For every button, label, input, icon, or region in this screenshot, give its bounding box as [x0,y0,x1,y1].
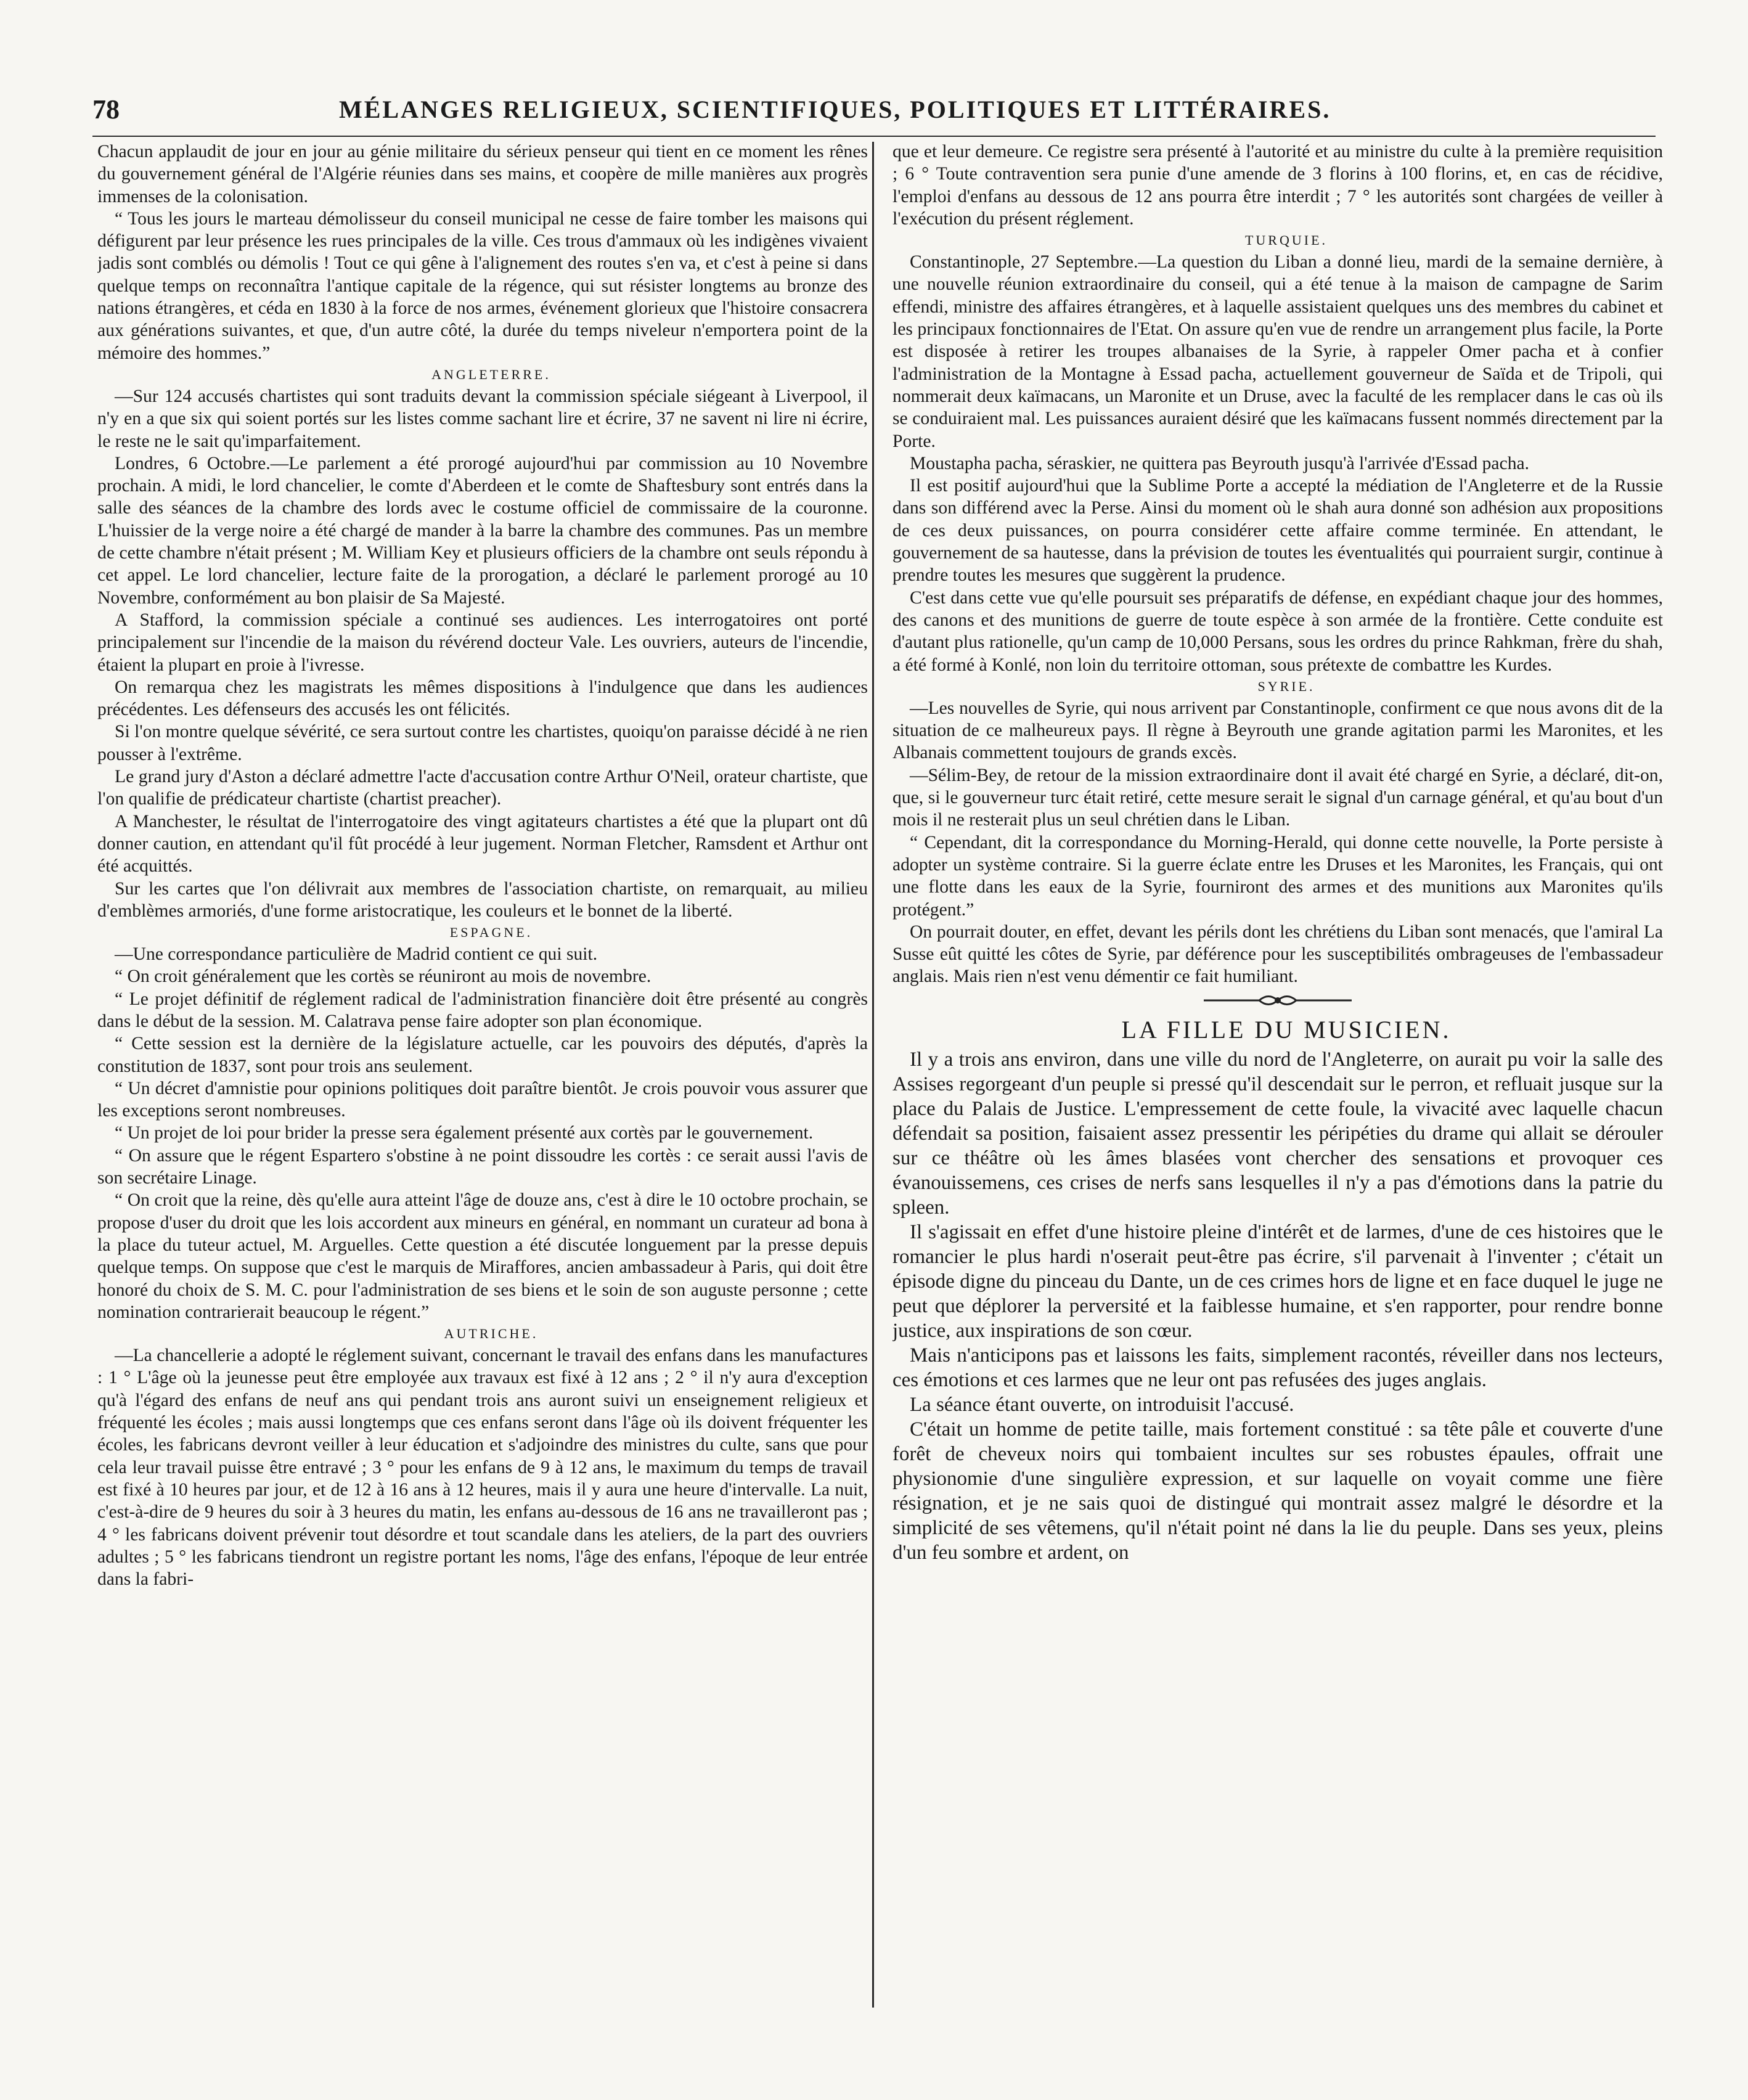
paragraph: “ Cependant, dit la correspondance du Morning-Herald, qui donne cette nouvelle, la Porte persiste à adopter un système contraire. Si la guerre éclate entre les Druses et les Maronites, les Français, qui ont une flotte dans les eaux de la Syrie, fourniront des armes et des munitions aux Maronites qu'ils protégent.” [892,832,1663,920]
paragraph: “ On croit que la reine, dès qu'elle aura atteint l'âge de douze ans, c'est à dire le 10 octobre prochain, se propose d'user du droit que les lois accordent aux mineurs en général, en nommant un curateur ad bona à la place du tuteur actuel, M. Arguelles. Cette question a été discutée longuement par la presse depuis quelque temps. On suppose que c'est le marquis de Miraffores, ancien ambassadeur à Paris, qui doit être honoré du choix de S. M. C. pour l'administration de ses biens et le soin de son auguste personne ; cette nomination contrarierait beaucoup le régent.” [97,1190,868,1322]
paragraph: A Stafford, la commission spéciale a continué ses audiences. Les interrogatoires ont porté principalement sur l'incendie de la maison du révérend docteur Vale. Les ouvriers, auteurs de l'incendie, étaient la plupart en proie à l'ivresse. [97,610,868,675]
paragraph: “ Tous les jours le marteau démolisseur du conseil municipal ne cesse de faire tomber les maisons qui défigurent par leur présence les rues principales de la ville. Ces trous d'ammaux où les indigènes vivaient jadis sont comblés ou démolis ! Tout ce qui gêne à l'alignement des routes s'en va, et c'est à peine si dans quelque temps on reconnaîtra l'antique capitale de la régence, qui sut résister longtems au bronze des nations étrangères, et céda en 1830 à la force de nos armes, événement glorieux que l'histoire consacrera aux générations suivantes, et que, d'un autre côté, la durée du temps niveleur n'emportera point de la mémoire des hommes.” [97,208,868,363]
paragraph: C'est dans cette vue qu'elle poursuit ses préparatifs de défense, en expédiant chaque jour des hommes, des canons et des munitions de guerre de toute espèce à son armée de la frontière. Cette conduite est d'autant plus rationelle, qu'un camp de 10,000 Persans, sous les ordres du prince Rahkman, frère du shah, a été formé à Konlé, non loin du territoire ottoman, sous prétexte de combattre les Kurdes. [892,587,1663,675]
paragraph: Si l'on montre quelque sévérité, ce sera surtout contre les chartistes, quoiqu'on paraisse décidé à ne rien pousser à l'extrême. [97,722,868,764]
column-divider [872,142,874,2008]
paragraph: “ On assure que le régent Espartero s'obstine à ne point dissoudre les cortès : ce serait aussi l'avis de son secrétaire Linage. [97,1145,868,1188]
paragraph: La séance étant ouverte, on introduisit l'accusé. [910,1393,1294,1416]
page-number: 78 [92,94,120,125]
paragraph: Constantinople, 27 Septembre.—La question du Liban a donné lieu, mardi de la semaine dernière, à une nouvelle réunion extraordinaire du conseil, qui a été tenue à la maison de campagne de Sarim effendi, ministre des affaires étrangères, et à laquelle assistaient quelques uns des membres du cabinet et les principaux fonctionnaires de l'Etat. On assure qu'en vue de rendre un arrangement plus facile, la Porte est disposée à retirer les troupes albanaises de la Syrie, à rappeler Omer pacha et à confier l'administration de la Montagne à Essad pacha, actuellement gouverneur de Saïda et de Tripoli, qui nommerait deux kaïmacans, un Maronite et un Druse, avec la faculté de les remplacer dans le cas où ils se conduiraient mal. Les puissances auraient désiré que les kaïmacans fussent nommés directement par la Porte. [892,252,1663,451]
paragraph: “ Cette session est la dernière de la législature actuelle, car les pouvoirs des députés, d'après la constitution de 1837, sont pour trois ans seulement. [97,1034,868,1076]
paragraph: Chacun applaudit de jour en jour au génie militaire du sérieux penseur qui tient en ce moment les rênes du gouvernement général de l'Algérie réunies dans ses mains, et coopère de mille manières aux progrès immenses de la colonisation. [97,142,868,206]
paragraph: Il y a trois ans environ, dans une ville du nord de l'Angleterre, on aurait pu voir la salle des Assises regorgeant d'un peuple si pressé qu'il descendait sur le perron, et refluait jusque sur la place du Palais de Justice. L'empressement de cette foule, la vivacité avec laquelle chacun défendait sa position, faisaient assez pressentir les péripéties du drame qui allait se dérouler sur ce théâtre où les âmes blasées vont chercher des sensations et provoquer ces évanouissemens, ces crises de nerfs sans lesquelles il n'y a pas d'émotions dans la patrie du spleen. [892,1048,1663,1219]
section-heading: TURQUIE. [1244,232,1328,248]
paragraph: “ Un projet de loi pour brider la presse sera également présenté aux cortès par le gouvernement. [115,1123,814,1143]
left-column [97,141,868,2008]
paragraph: On pourrait douter, en effet, devant les périls dont les chrétiens du Liban sont menacés, que l'amiral La Susse eût quitté les côtes de Syrie, par déférence pour les susceptibilités ombrageuses de l'embassadeur anglais. Mais rien n'est venu démentir ce fait humiliant. [892,921,1663,987]
running-title: MÉLANGES RELIGIEUX, SCIENTIFIQUES, POLITIQUES ET LITTÉRAIRES. [339,96,1331,123]
header-rule [92,136,1656,137]
right-column [892,141,1663,2008]
paragraph: —Une correspondance particulière de Madrid contient ce qui suit. [115,944,598,965]
paragraph: A Manchester, le résultat de l'interrogatoire des vingt agitateurs chartistes a été que la plupart ont dû donner caution, en attendant qu'il fût procédé à leur jugement. Norman Fletcher, Ramsdent et Arthur ont été acquittés. [97,811,868,876]
paragraph: “ Un décret d'amnistie pour opinions politiques doit paraître bientôt. Je crois pouvoir vous assurer que les exceptions seront nombreuses. [97,1078,868,1121]
section-heading: ESPAGNE. [449,925,533,941]
paragraph: “ Le projet définitif de réglement radical de l'administration financière doit être présenté au congrès dans le début de la session. M. Calatrava pense faire adopter son plan économique. [97,989,868,1031]
section-heading: SYRIE. [1257,678,1315,694]
paragraph: C'était un homme de petite taille, mais fortement constitué : sa tête pâle et couverte d'une forêt de cheveux noirs qui tombaient incultes sur ses robustes épaules, offrait une physionomie d'une singulière expression, et sur laquelle on voyait comme une fière résignation, et je ne sais quoi de distingué qui montrait assez malgré le désordre et la simplicité de ses vêtemens, qu'il n'était point né dans la lie du peuple. Dans ses yeux, pleins d'un feu sombre et ardent, on [892,1418,1663,1564]
paragraph: —La chancellerie a adopté le réglement suivant, concernant le travail des enfans dans les manufactures : 1 ° L'âge où la jeunesse peut être employée aux travaux est fixé à 12 ans ; 2 ° il n'y aura d'exception qu'à l'égard des enfans de neuf ans qui pendant trois ans auront suivi un enseignement religieux et fréquenté les écoles ; mais aussi longtemps que ces enfans seront dans l'âge où ils doivent fréquenter les écoles, les fabricans devront veiller à leur éducation et s'adjoindre des ministres du culte, sans que pour cela leur travail puisse être entravé ; 3 ° pour les enfans de 9 à 12 ans, le maximum du temps de travail est fixé à 10 heures par jour, et de 12 à 16 ans à 12 heures, mais il y aura une heure d'intervalle. La nuit, c'est-à-dire de 9 heures du soir à 3 heures du matin, les enfans au-dessous de 16 ans ne travailleront pas ; 4 ° les fabricans doivent prévenir tout désordre et tout scandale dans les ateliers, de la part des ouvriers adultes ; 5 ° les fabricans tiendront un registre portant les noms, l'âge des enfans, l'époque de leur entrée dans la fabri- [97,1346,868,1590]
paragraph: Londres, 6 Octobre.—Le parlement a été prorogé aujourd'hui par commission au 10 Novembre prochain. A midi, le lord chancelier, le comte d'Aberdeen et le comte de Shaftesbury sont entrés dans la salle des séances de la chambre des lords avec le costume officiel de commissaire de la couronne. L'huissier de la verge noire a été chargé de mander à la barre la chambre des communes. Pas un membre de cette chambre n'était présent ; M. William Key et plusieurs officiers de la chambre ont seuls répondu à cet appel. Le lord chancelier, lecture faite de la prorogation, a déclaré le parlement prorogé au 10 Novembre, conformément au bon plaisir de Sa Majesté. [97,453,868,608]
page-header [92,92,1656,129]
section-heading: AUTRICHE. [444,1326,539,1342]
paragraph: —Sélim-Bey, de retour de la mission extraordinaire dont il avait été chargé en Syrie, a déclaré, dit-on, que, si le gouverneur turc était retiré, cette mesure serait le signal d'un carnage général, et qu'au bout d'un mois il ne resterait plus un seul chrétien dans le Liban. [892,765,1663,830]
paragraph: Sur les cartes que l'on délivrait aux membres de l'association chartiste, on remarquait, au milieu d'emblèmes armoriés, d'une forme aristocratique, les couleurs et le bonnet de la liberté. [97,878,868,921]
section-heading: ANGLETERRE. [431,366,551,382]
paragraph: “ On croit généralement que les cortès se réuniront au mois de novembre. [115,966,651,987]
paragraph: Moustapha pacha, séraskier, ne quittera pas Beyrouth jusqu'à l'arrivée d'Essad pacha. [910,453,1530,473]
paragraph: Il est positif aujourd'hui que la Sublime Porte a accepté la médiation de l'Angleterre et de la Russie dans son différend avec la Perse. Ainsi du moment où le shah aura donné son adhésion aux propositions de ces deux puissances, on pourra considérer cette affaire comme terminée. En attendant, le gouvernement de sa hautesse, dans la prévision de toutes les éventualités qui pourraient surgir, continue à prendre toutes les mesures que suggèrent la prudence. [892,476,1663,586]
paragraph: que et leur demeure. Ce registre sera présenté à l'autorité et au ministre du culte à la première requisition ; 6 ° Toute contravention sera punie d'une amende de 3 florins à 100 florins, et, en cas de récidive, l'emploi d'enfans au dessous de 12 ans pourra être interdit ; 7 ° les autorités sont chargées de veiller à l'exécution du présent réglement. [892,142,1663,229]
article-title: LA FILLE DU MUSICIEN. [1121,1015,1452,1044]
paragraph: Mais n'anticipons pas et laissons les faits, simplement racontés, réveiller dans nos lecteurs, ces émotions et ces larmes que ne leur ont pas refusées des juges anglais. [892,1344,1663,1391]
paragraph: On remarqua chez les magistrats les mêmes dispositions à l'indulgence que dans les audiences précédentes. Les défenseurs des accusés les ont félicités. [97,677,868,720]
paragraph: Il s'agissait en effet d'une histoire pleine d'intérêt et de larmes, d'une de ces histoires que le romancier le plus hardi n'oserait peut-être pas écrire, s'il parvenait à l'inventer ; c'était un épisode digne du pinceau du Dante, un de ces crimes hors de ligne et en face duquel le juge ne peut que déplorer la perversité et la faiblesse humaine, et s'en rapporter, pour rendre bonne justice, aux inspirations de son cœur. [892,1220,1663,1342]
paragraph: —Les nouvelles de Syrie, qui nous arrivent par Constantinople, confirment ce que nous avons dit de la situation de ce malheureux pays. Il règne à Beyrouth une grande agitation parmi les Maronites, et les Albanais commettent toujours de grands excès. [892,698,1663,763]
ornament-divider [892,988,1663,1013]
paragraph: Le grand jury d'Aston a déclaré admettre l'acte d'accusation contre Arthur O'Neil, orateur chartiste, que l'on qualifie de prédicateur chartiste (chartist preacher). [97,767,868,809]
paragraph: —Sur 124 accusés chartistes qui sont traduits devant la commission spéciale siégeant à Liverpool, il n'y en a que six qui soient portés sur les listes comme sachant lire et écrire, 37 ne savent ni lire ni écrire, le reste ne le sait qu'imparfaitement. [97,386,868,451]
